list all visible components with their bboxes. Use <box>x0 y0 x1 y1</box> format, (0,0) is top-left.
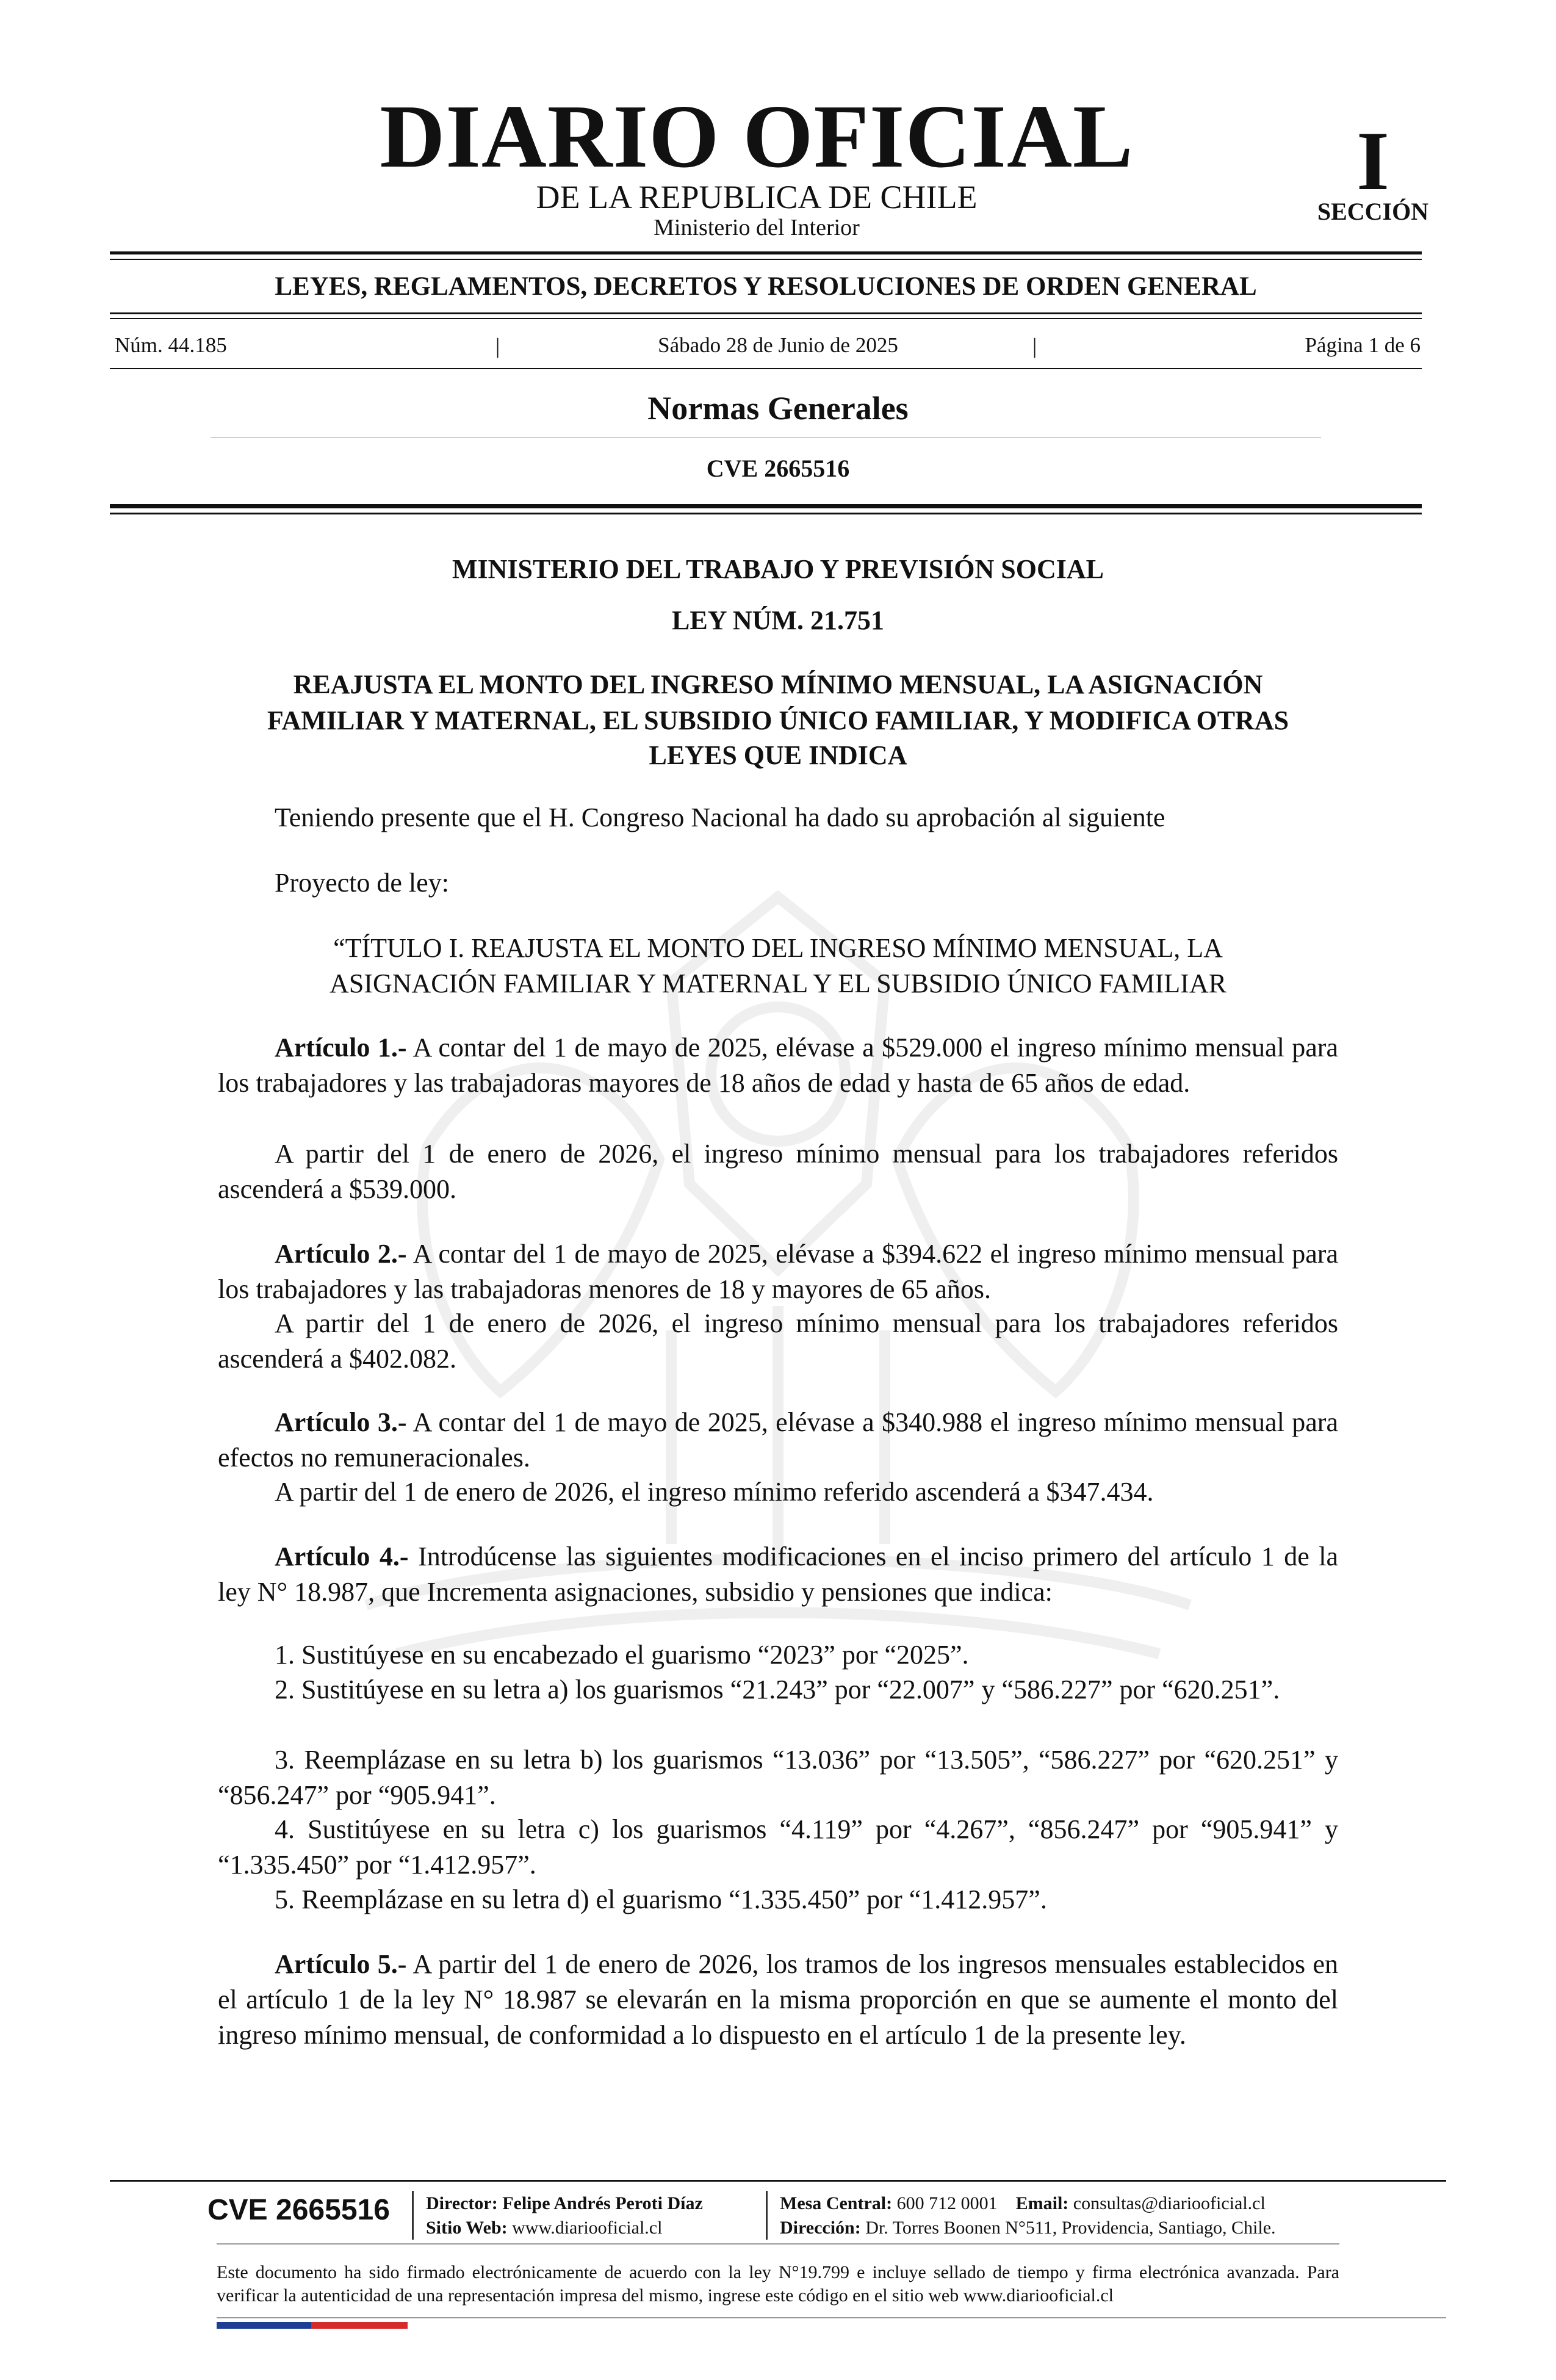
flag-stripe-blue <box>217 2322 311 2329</box>
header-rule-band-thin <box>110 318 1422 319</box>
section-rule-thin <box>110 513 1422 514</box>
page-indicator: Página 1 de 6 <box>1305 333 1421 357</box>
address-label: Dirección: <box>780 2218 861 2238</box>
section-numeral: I <box>1356 114 1389 207</box>
director-label: Director: <box>426 2193 498 2213</box>
masthead-ministry: Ministerio del Interior <box>654 215 860 240</box>
article-5 <box>218 1947 1338 2053</box>
phone-label: Mesa Central: <box>780 2193 893 2213</box>
article-1-paragraph-2: A partir del 1 de enero de 2026, el ingreso mínimo mensual para los trabajadores referidos ascenderá a $539.000. <box>218 1139 1338 1204</box>
article-5-label: Artículo 5.- <box>275 1949 407 1979</box>
law-number: LEY NÚM. 21.751 <box>672 605 884 635</box>
article-2-label: Artículo 2.- <box>275 1239 407 1269</box>
masthead-subtitle: DE LA REPUBLICA DE CHILE <box>536 179 978 215</box>
cve-code: CVE 2665516 <box>706 455 850 482</box>
law-title-line: REAJUSTA EL MONTO DEL INGRESO MÍNIMO MENSUAL, LA ASIGNACIÓN <box>293 669 1263 699</box>
phone-number: 600 712 0001 <box>896 2193 998 2213</box>
section-title-rule <box>211 437 1321 438</box>
website-link[interactable]: www.diariooficial.cl <box>512 2218 663 2238</box>
article-1-text: A contar del 1 de mayo de 2025, elévase a $529.000 el ingreso mínimo mensual para los trabajadores y las trabajadoras mayores de 18 años de edad y hasta de 65 años de edad. <box>218 1033 1338 1098</box>
issuing-ministry: MINISTERIO DEL TRABAJO Y PREVISIÓN SOCIAL <box>452 554 1104 584</box>
article-4-item: 3. Reemplázase en su letra b) los guarismos “13.036” por “13.505”, “586.227” por “620.251” y “856.247” por “905.941”. <box>218 1745 1338 1810</box>
section-rule-thick <box>110 504 1422 508</box>
article-3-label: Artículo 3.- <box>275 1407 407 1437</box>
section-label: SECCIÓN <box>1317 198 1429 225</box>
flag-stripe-red <box>311 2322 408 2329</box>
law-title-line: LEYES QUE INDICA <box>649 740 907 770</box>
header-rule-band <box>110 312 1422 314</box>
article-4-item: 1. Sustitúyese en su encabezado el guarismo “2023” por “2025”. <box>275 1640 969 1670</box>
article-5-text: A partir del 1 de enero de 2026, los tramos de los ingresos mensuales establecidos en el artículo 1 de la ley N° 18.987 se elevarán en la misma proporción en que se aumente el monto del ingreso mínimo mensual, de conformidad a lo dispuesto en el artículo 1 de la presente ley. <box>218 1949 1339 2050</box>
band-title: LEYES, REGLAMENTOS, DECRETOS Y RESOLUCIONES DE ORDEN GENERAL <box>275 272 1257 301</box>
signature-notice: Este documento ha sido firmado electrónicamente de acuerdo con la ley N°19.799 e incluye sellado de tiempo y firma electrónica avanzada. Para verificar la autenticidad de una representación impresa del mismo, ingrese este código en el sitio web www.diariooficial.cl <box>217 2262 1339 2306</box>
article-2 <box>218 1236 1338 1307</box>
title-i-line: ASIGNACIÓN FAMILIAR Y MATERNAL Y EL SUBSIDIO ÚNICO FAMILIAR <box>330 968 1226 998</box>
article-4 <box>218 1539 1338 1610</box>
article-1-label: Artículo 1.- <box>275 1033 407 1062</box>
article-3 <box>218 1405 1338 1476</box>
project-label: Proyecto de ley: <box>275 868 449 898</box>
footer-rule-bottom <box>217 2317 1446 2318</box>
article-4-item: 4. Sustitúyese en su letra c) los guarismos “4.119” por “4.267”, “856.247” por “905.941” y “1.335.450” por “1.412.957”. <box>218 1814 1338 1880</box>
header-rule-top <box>110 251 1422 254</box>
article-4-item: 2. Sustitúyese en su letra a) los guarismos “21.243” por “22.007” y “586.227” por “620.251”. <box>275 1675 1280 1704</box>
footer-contact-block <box>780 2191 1276 2240</box>
preamble: Teniendo presente que el H. Congreso Nacional ha dado su aprobación al siguiente <box>275 802 1165 832</box>
director-name: Felipe Andrés Peroti Díaz <box>502 2193 703 2213</box>
footer-rule-mid <box>217 2243 1339 2245</box>
article-1 <box>218 1030 1338 1101</box>
article-2-paragraph-2: A partir del 1 de enero de 2026, el ingreso mínimo mensual para los trabajadores referidos ascenderá a $402.082. <box>218 1308 1338 1374</box>
email-label: Email: <box>1015 2193 1069 2213</box>
article-3-paragraph-2: A partir del 1 de enero de 2026, el ingreso mínimo referido ascenderá a $347.434. <box>275 1477 1154 1507</box>
meta-rule <box>110 368 1422 369</box>
meta-separator: | <box>495 334 500 358</box>
address: Dr. Torres Boonen N°511, Providencia, Santiago, Chile. <box>865 2218 1276 2238</box>
article-4-label: Artículo 4.- <box>275 1542 409 1571</box>
website-label: Sitio Web: <box>426 2218 508 2238</box>
article-3-text: A contar del 1 de mayo de 2025, elévase a $340.988 el ingreso mínimo mensual para efectos no remuneracionales. <box>218 1407 1338 1473</box>
section-title: Normas Generales <box>647 390 909 427</box>
footer-rule-top <box>110 2180 1446 2182</box>
article-4-item: 5. Reemplázase en su letra d) el guarismo “1.335.450” por “1.412.957”. <box>275 1884 1047 1914</box>
meta-separator: | <box>1032 334 1037 358</box>
issue-date: Sábado 28 de Junio de 2025 <box>658 333 898 357</box>
footer-cve-code: CVE 2665516 <box>207 2194 390 2226</box>
masthead-title: DIARIO OFICIAL <box>380 87 1134 187</box>
email-link[interactable]: consultas@diariooficial.cl <box>1073 2193 1266 2213</box>
footer-divider <box>766 2191 768 2240</box>
header-rule-top-thin <box>110 259 1422 260</box>
article-2-text: A contar del 1 de mayo de 2025, elévase a $394.622 el ingreso mínimo mensual para los trabajadores y las trabajadoras menores de 18 y mayores de 65 años. <box>218 1239 1338 1304</box>
footer-director-block <box>426 2191 703 2240</box>
law-title-line: FAMILIAR Y MATERNAL, EL SUBSIDIO ÚNICO FAMILIAR, Y MODIFICA OTRAS <box>267 705 1289 735</box>
issue-number: Núm. 44.185 <box>115 333 227 357</box>
footer-divider <box>412 2191 414 2240</box>
title-i-line: “TÍTULO I. REAJUSTA EL MONTO DEL INGRESO MÍNIMO MENSUAL, LA <box>333 933 1223 963</box>
article-4-text: Introdúcense las siguientes modificaciones en el inciso primero del artículo 1 de la ley N° 18.987, que Incrementa asignaciones, subsidio y pensiones que indica: <box>218 1542 1338 1607</box>
